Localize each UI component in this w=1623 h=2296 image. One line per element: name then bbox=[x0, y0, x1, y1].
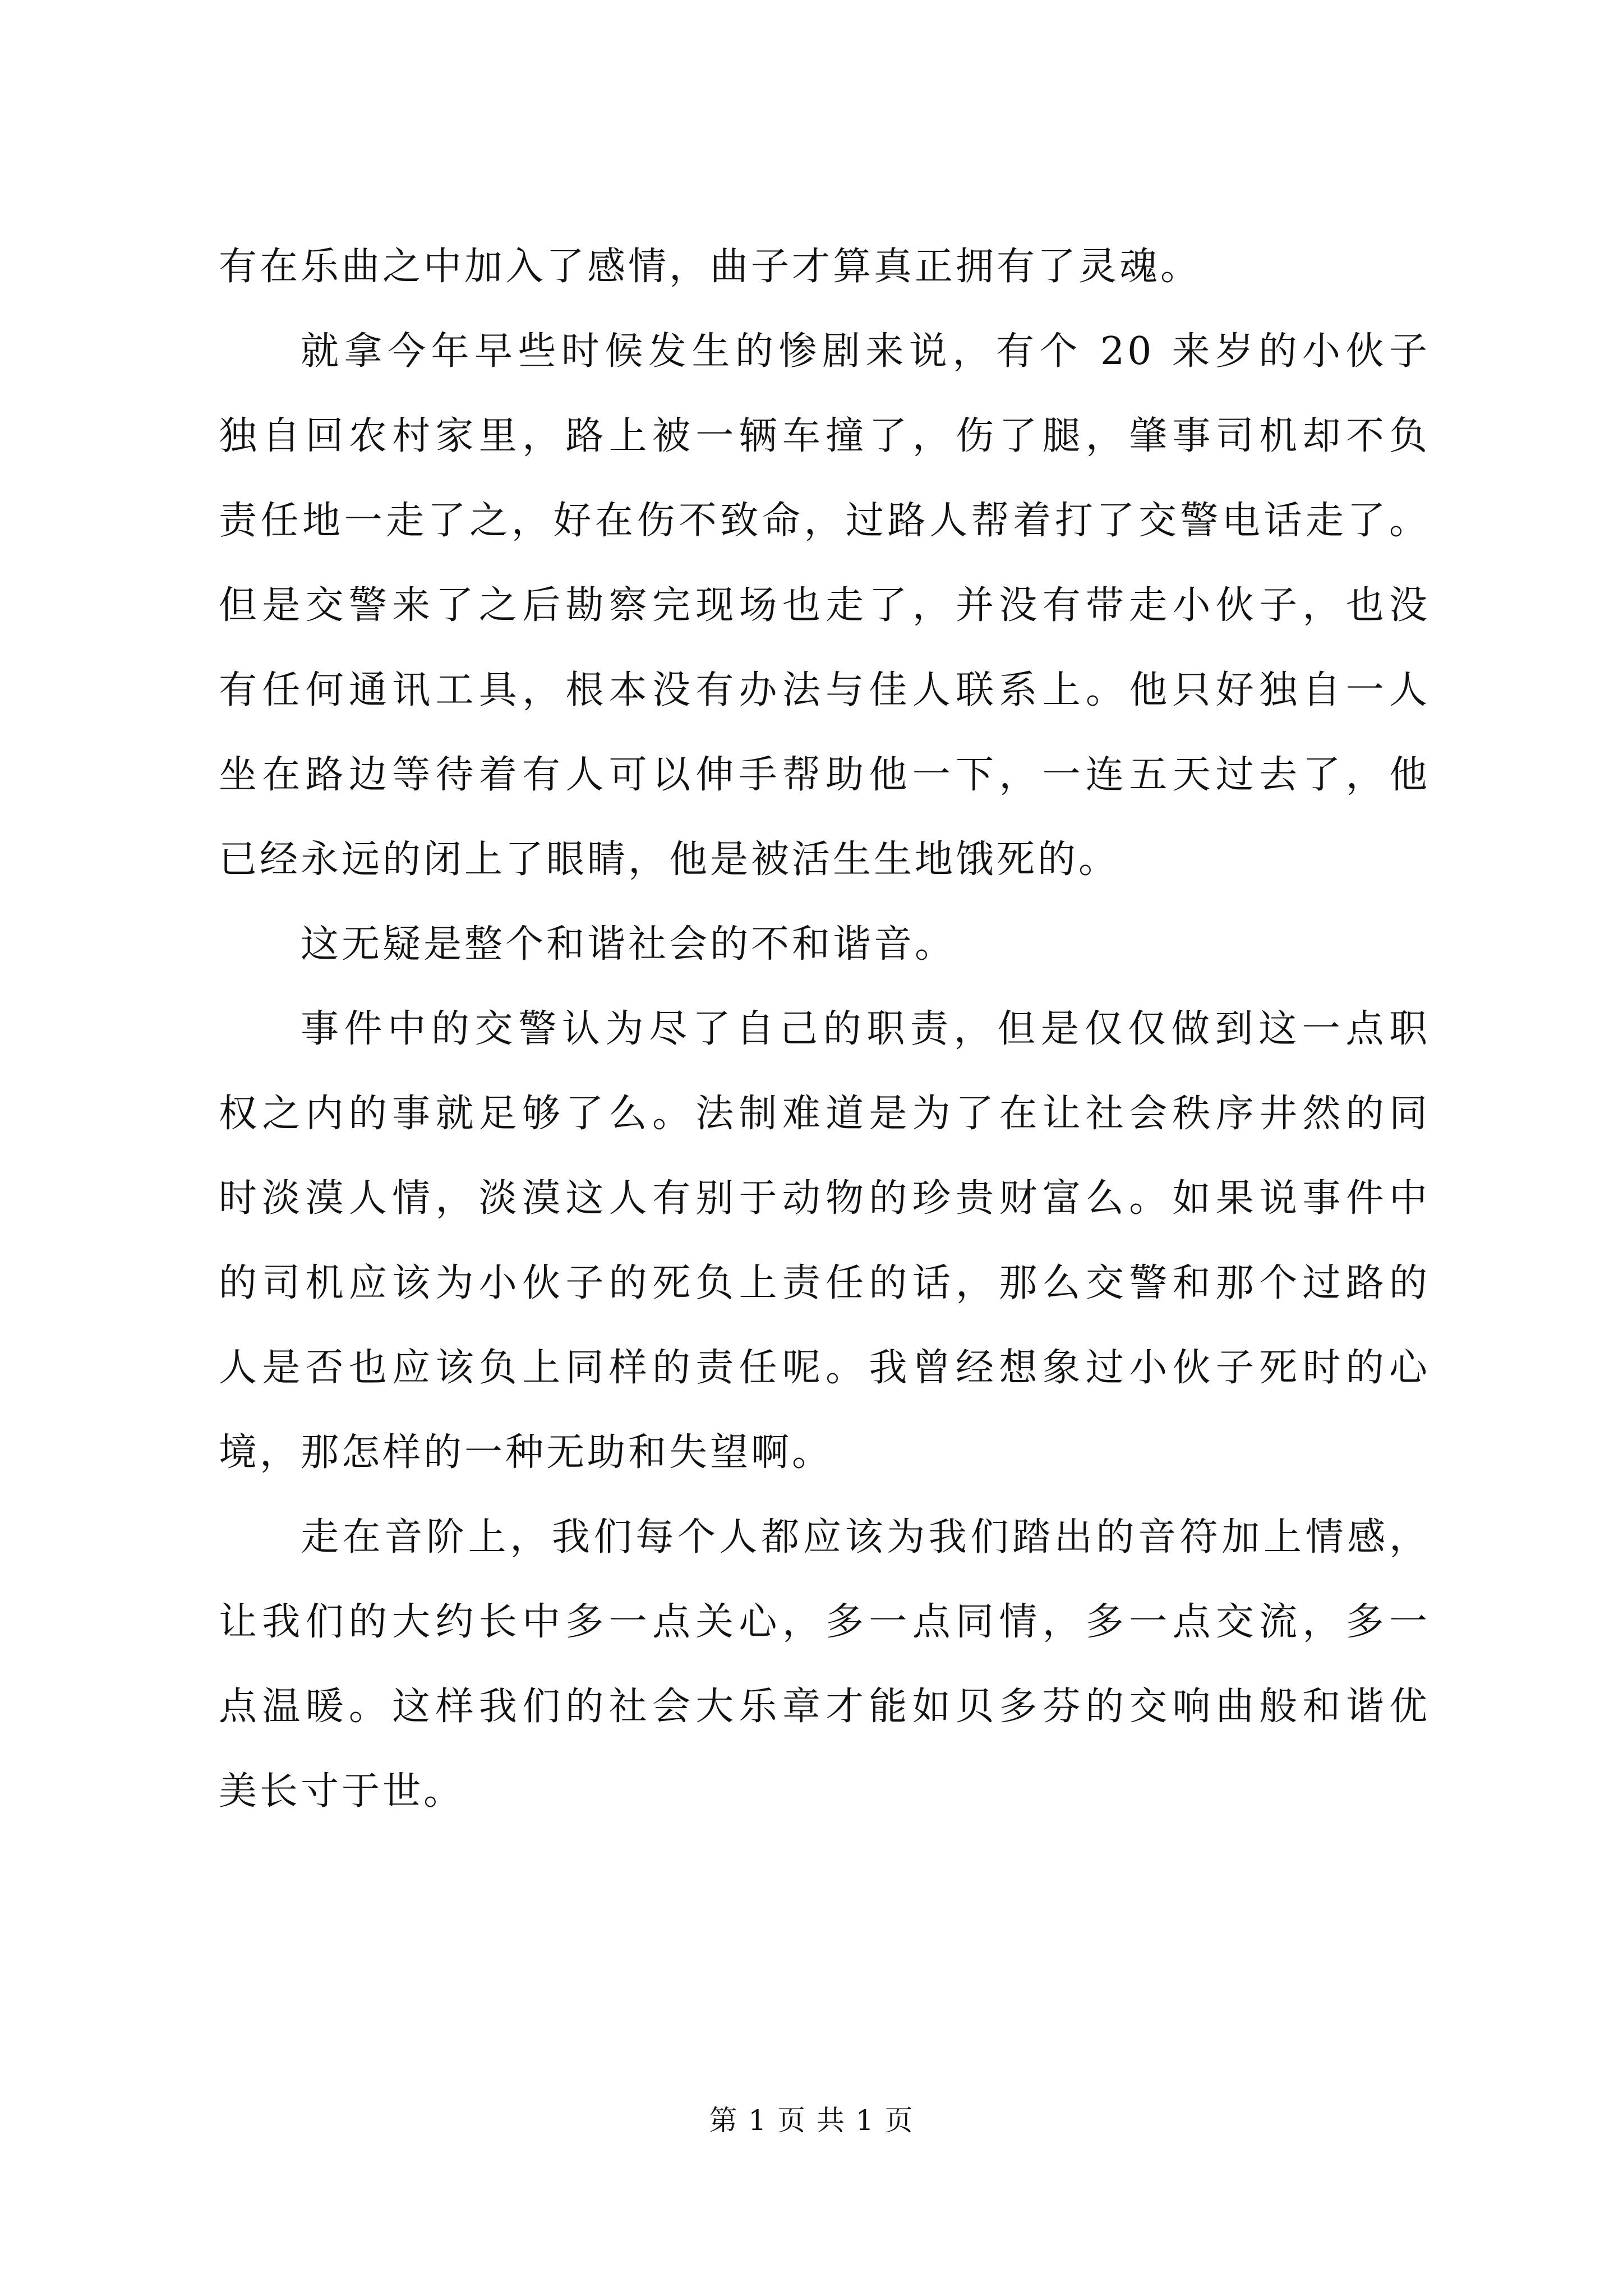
text-line: 但是交警来了之后勘察完现场也走了，并没有带走小伙子，也没 bbox=[219, 583, 1430, 628]
text-line: 让我们的大约长中多一点关心，多一点同情，多一点交流，多一 bbox=[219, 1600, 1430, 1644]
text-line: 人是否也应该负上同样的责任呢。我曾经想象过小伙子死时的心 bbox=[219, 1346, 1430, 1390]
text-line: 权之内的事就足够了么。法制难道是为了在让社会秩序井然的同 bbox=[219, 1092, 1430, 1136]
text-line: 的司机应该为小伙子的死负上责任的话，那么交警和那个过路的 bbox=[219, 1261, 1430, 1305]
text-line: 美长寸于世。 bbox=[219, 1769, 465, 1814]
text-line: 走在音阶上，我们每个人都应该为我们踏出的音符加上情感， bbox=[301, 1515, 1430, 1559]
text-line: 独自回农村家里，路上被一辆车撞了，伤了腿，肇事司机却不负 bbox=[219, 414, 1430, 458]
text-line: 有在乐曲之中加入了感情，曲子才算真正拥有了灵魂。 bbox=[219, 245, 1202, 289]
text-line: 就拿今年早些时候发生的惨剧来说，有个 20 来岁的小伙子 bbox=[301, 329, 1430, 374]
document-body bbox=[219, 224, 1430, 1834]
page-footer: 第 1 页 共 1 页 bbox=[709, 2104, 914, 2137]
text-line: 事件中的交警认为尽了自己的职责，但是仅仅做到这一点职 bbox=[301, 1007, 1430, 1051]
text-line: 坐在路边等待着有人可以伸手帮助他一下，一连五天过去了，他 bbox=[219, 753, 1430, 797]
text-line: 责任地一走了之，好在伤不致命，过路人帮着打了交警电话走了。 bbox=[219, 499, 1430, 543]
text-line: 时淡漠人情，淡漠这人有别于动物的珍贵财富么。如果说事件中 bbox=[219, 1176, 1430, 1221]
text-line: 境，那怎样的一种无助和失望啊。 bbox=[219, 1430, 833, 1475]
text-line: 这无疑是整个和谐社会的不和谐音。 bbox=[301, 922, 956, 967]
text-line: 点温暖。这样我们的社会大乐章才能如贝多芬的交响曲般和谐优 bbox=[219, 1685, 1430, 1729]
text-line: 有任何通讯工具，根本没有办法与佳人联系上。他只好独自一人 bbox=[219, 668, 1430, 712]
text-line: 已经永远的闭上了眼睛，他是被活生生地饿死的。 bbox=[219, 838, 1120, 882]
